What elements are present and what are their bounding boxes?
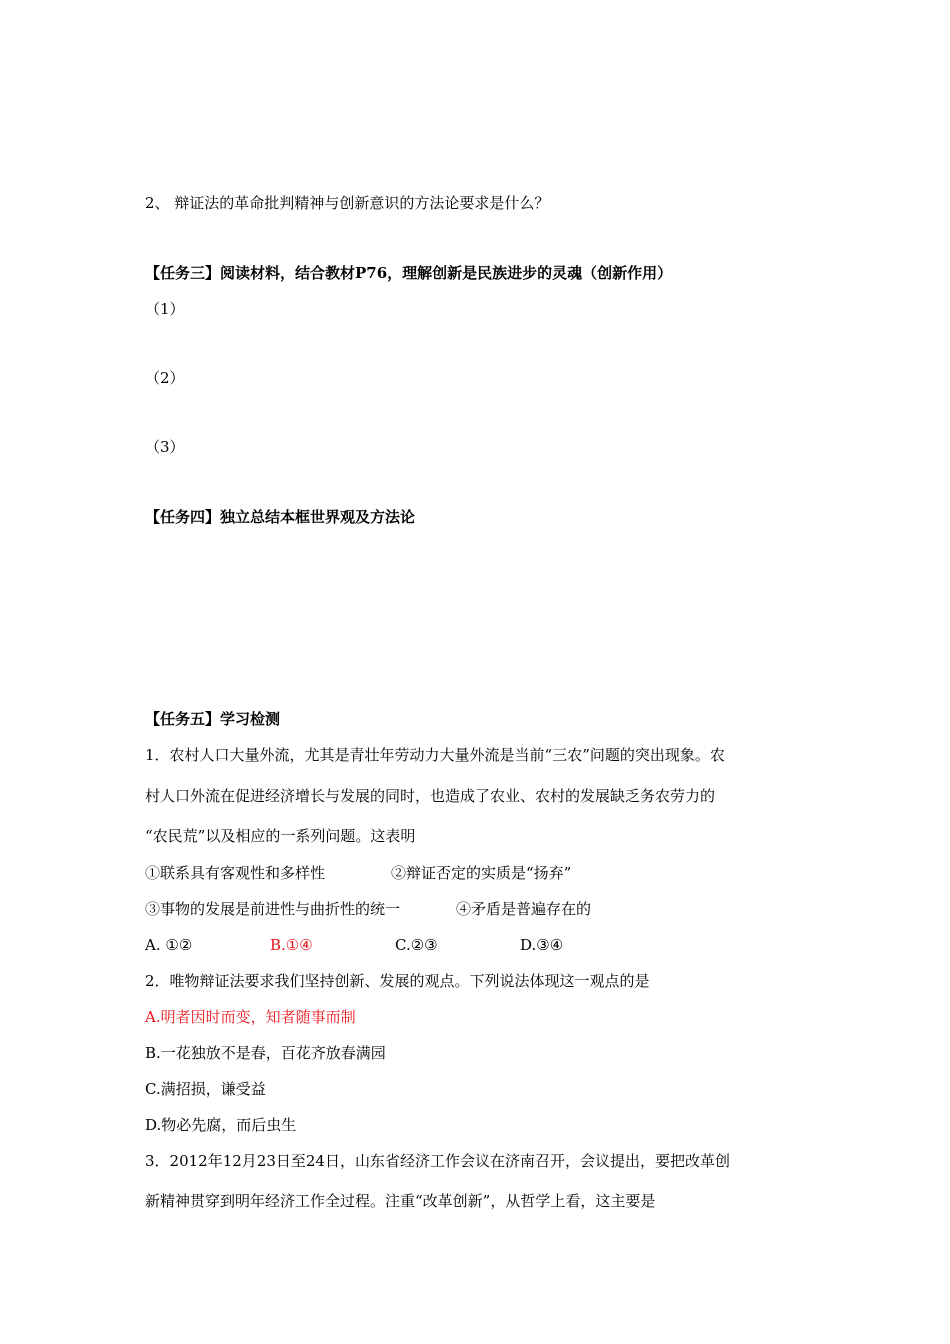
q3-stem-line-2: 新精神贯穿到明年经济工作全过程。注重“改革创新”，从哲学上看，这主要是 (145, 1192, 656, 1210)
q1-statement-2: ②辩证否定的实质是“扬弃” (391, 864, 572, 882)
q3-stem-line-1: 3．2012年12月23日至24日，山东省经济工作会议在济南召开，会议提出，要把改革创 (145, 1152, 730, 1170)
q1-stem-line-3: “农民荒”以及相应的一系列问题。这表明 (145, 827, 416, 845)
q1-statement-3: ③事物的发展是前进性与曲折性的统一 (145, 900, 401, 918)
q2-option-b: B.一花独放不是春，百花齐放春满园 (145, 1044, 386, 1062)
q1-option-c: C.②③ (395, 936, 438, 954)
task5-title: 【任务五】学习检测 (145, 710, 281, 728)
q2-option-c: C.满招损，谦受益 (145, 1080, 266, 1098)
q1-stem-line-2: 村人口外流在促进经济增长与发展的同时，也造成了农业、农村的发展缺乏务农劳力的 (145, 787, 716, 805)
q1-option-a: A. ①② (145, 936, 193, 954)
q2-option-a: A.明者因时而变，知者随事而制 (145, 1008, 356, 1026)
q2-stem: 2．唯物辩证法要求我们坚持创新、发展的观点。下列说法体现这一观点的是 (145, 972, 650, 990)
q1-option-b: B.①④ (270, 936, 313, 954)
task3-item-2: （2） (145, 369, 185, 387)
q1-statement-1: ①联系具有客观性和多样性 (145, 864, 326, 882)
q1-statement-4: ④矛盾是普遍存在的 (456, 900, 592, 918)
task3-title: 【任务三】阅读材料，结合教材P76，理解创新是民族进步的灵魂（创新作用） (145, 264, 673, 282)
task3-item-1: （1） (145, 300, 185, 318)
q1-option-d: D.③④ (520, 936, 564, 954)
q1-stem-line-1: 1．农村人口大量外流，尤其是青壮年劳动力大量外流是当前“三农”问题的突出现象。农 (145, 746, 725, 764)
question-2: 2、 辩证法的革命批判精神与创新意识的方法论要求是什么？ (145, 194, 550, 212)
task4-title: 【任务四】独立总结本框世界观及方法论 (145, 508, 416, 526)
task3-item-3: （3） (145, 438, 185, 456)
q2-option-d: D.物必先腐，而后虫生 (145, 1116, 297, 1134)
